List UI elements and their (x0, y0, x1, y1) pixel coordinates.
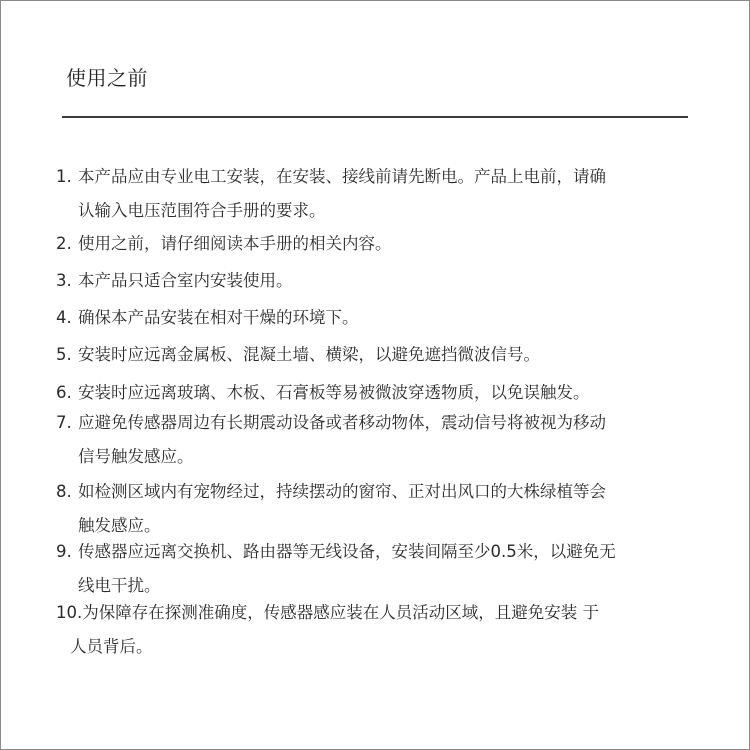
item-number: 4. (56, 308, 72, 327)
list-item-4 (56, 301, 696, 335)
item-number: 3. (56, 271, 72, 290)
item-number: 6. (56, 383, 72, 402)
item-text: 安装时应远离金属板、混凝土墙、横梁，以避免遮挡微波信号。 (78, 345, 540, 364)
item-text-continued: 人员背后。 (70, 637, 153, 656)
item-text: 确保本产品安装在相对干燥的环境下。 (78, 308, 359, 327)
list-item-10 (56, 596, 696, 664)
list-item-9 (56, 535, 696, 603)
item-text: 如检测区域内有宠物经过，持续摆动的窗帘、正对出风口的大株绿植等会 (78, 482, 606, 501)
title-divider (62, 116, 688, 118)
item-number: 2. (56, 234, 72, 253)
list-item-8 (56, 475, 696, 543)
item-text: 本产品只适合室内安装使用。 (78, 271, 293, 290)
item-number: 5. (56, 345, 72, 364)
page-title: 使用之前 (66, 66, 148, 90)
item-number: 10. (56, 603, 83, 622)
item-text: 传感器应远离交换机、路由器等无线设备，安装间隔至少0.5米，以避免无 (78, 542, 616, 561)
item-text: 使用之前，请仔细阅读本手册的相关内容。 (78, 234, 392, 253)
item-number: 9. (56, 542, 72, 561)
item-text-continued: 线电干扰。 (78, 576, 161, 595)
item-text-continued: 认输入电压范围符合手册的要求。 (78, 201, 326, 220)
item-number: 1. (56, 167, 72, 186)
list-item-3 (56, 264, 696, 298)
item-number: 8. (56, 482, 72, 501)
item-text-continued: 信号触发感应。 (78, 447, 194, 466)
item-number: 7. (56, 413, 72, 432)
list-item-6 (56, 376, 696, 410)
list-item-2 (56, 227, 696, 261)
list-item-5 (56, 338, 696, 372)
item-text-continued: 触发感应。 (78, 516, 161, 535)
list-item-1 (56, 160, 696, 228)
item-text: 为保障存在探测准确度，传感器感应装在人员活动区域，且避免安装 于 (82, 603, 599, 622)
item-text: 本产品应由专业电工安装，在安装、接线前请先断电。产品上电前，请确 (78, 167, 606, 186)
item-text: 安装时应远离玻璃、木板、石膏板等易被微波穿透物质，以免误触发。 (78, 383, 590, 402)
item-text: 应避免传感器周边有长期震动设备或者移动物体，震动信号将被视为移动 (78, 413, 606, 432)
list-item-7 (56, 406, 696, 474)
